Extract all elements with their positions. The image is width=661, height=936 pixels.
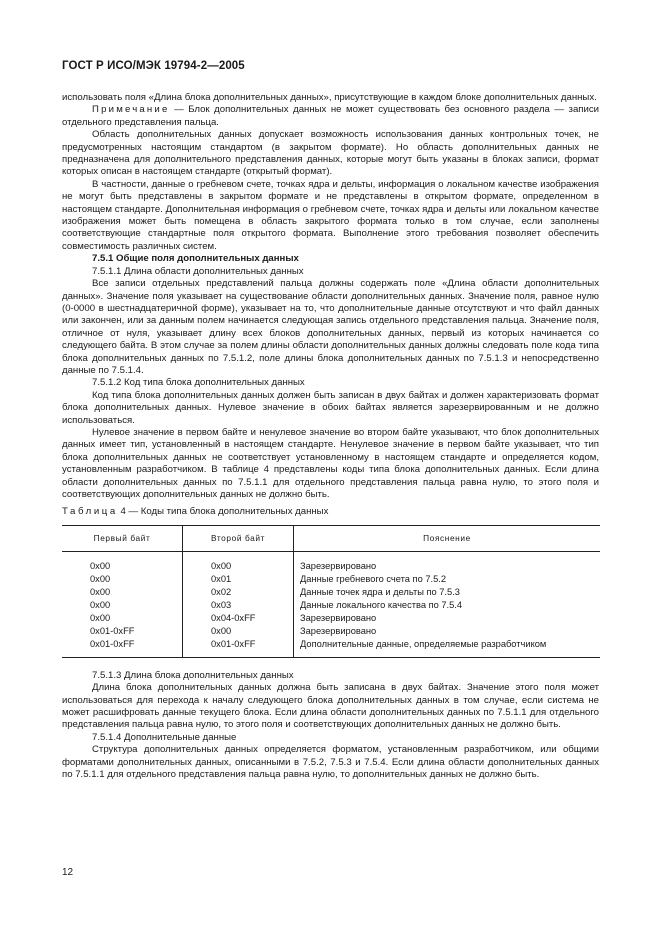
body-text [62, 92, 599, 781]
explanation-cell: Данные точек ядра и дельты по 7.5.3 [294, 586, 601, 599]
first-byte-cell: 0x00 [90, 586, 111, 597]
second-byte-cell: 0x04-0xFF [183, 612, 294, 625]
note-text: — Блок дополнительных данных не может существовать без основного раздела — записи отдельного представления пальца. [62, 104, 599, 128]
second-byte-cell: 0x03 [183, 599, 294, 612]
table-header-cell: Первый байт [62, 525, 183, 551]
paragraph: Структура дополнительных данных определяется форматом, установленным разработчиком, или общими форматами дополнительных данных, описанными в 7.5.2, 7.5.3 и 7.5.4. Если длина области дополнительных данных по 7.5.1.1 для отдельного представления пальца равна нулю, то дополнительных данных не должно быть. [62, 744, 599, 781]
subsection-heading-7-5-1-3: 7.5.1.3 Длина блока дополнительных данных [92, 669, 294, 681]
table-row [62, 599, 600, 612]
paragraph: Область дополнительных данных допускает возможность использования данных контрольных точек, не предусмотренных настоящим стандартом (в закрытом формате). Но область дополнительных данных не предназначена для дополнительного представления данных, которые могут быть указаны в блоках записи, формат которых описан в настоящем стандарте (открытый формат). [62, 129, 599, 178]
page-number: 12 [62, 867, 74, 878]
explanation-cell: Дополнительные данные, определяемые разработчиком [294, 638, 601, 658]
first-byte-cell: 0x00 [90, 599, 111, 610]
explanation-cell: Зарезервировано [294, 612, 601, 625]
explanation-cell: Зарезервировано [294, 551, 601, 573]
explanation-cell: Данные локального качества по 7.5.4 [294, 599, 601, 612]
first-byte-cell: 0x00 [90, 560, 111, 571]
subsection-heading-7-5-1-2: 7.5.1.2 Код типа блока дополнительных данных [92, 377, 305, 389]
first-byte-cell: 0x00 [90, 612, 111, 623]
table-header-cell: Второй байт [183, 525, 294, 551]
first-byte-cell: 0x01-0xFF [62, 638, 183, 658]
table-header-row [62, 525, 600, 551]
table-caption [62, 506, 599, 518]
paragraph: Все записи отдельных представлений пальца должны содержать поле «Длина области дополнительных данных». Значение поля указывает на существование области дополнительных данных. Значение поля, равное нулю (0-0000 в шестнадцатеричной форме), указывает на то, что дополнительные данные отсутствуют и что файл данных или закончен, или за данным полем начинается следующая запись отдельного представления пальца. Значение поля, отличное от нуля, указывает длину всех блоков дополнительных данных, первый из которых начинается со следующего байта. В этом случае за полем длины области дополнительных данных должны следовать поле кода типа блока дополнительных данных по 7.5.1.2, поле длины блока дополнительных данных по 7.5.1.3 и непосредственно данные по 7.5.1.4. [62, 278, 599, 376]
subsection-heading-7-5-1-1: 7.5.1.1 Длина области дополнительных данных [92, 265, 304, 277]
table-row [62, 551, 600, 573]
table-caption-label: Таблица [62, 506, 118, 518]
table-row [62, 612, 600, 625]
second-byte-cell: 0x00 [183, 551, 294, 573]
table-caption-text: 4 — Коды типа блока дополнительных данных [117, 506, 329, 518]
codes-table [62, 525, 600, 658]
paragraph: Длина блока дополнительных данных должна быть записана в двух байтах. Значение этого поля может использоваться для перехода к началу следующего блока дополнительных данных в том случае, если система не может расшифровать данные текущего блока. Если длина области дополнительных данных по 7.5.1.1 для отдельного представления пальца равна нулю, то этого поля и соответствующих дополнительных данных не должно быть. [62, 682, 599, 731]
second-byte-cell: 0x02 [183, 586, 294, 599]
first-byte-cell: 0x00 [90, 573, 111, 584]
paragraph: Код типа блока дополнительных данных должен быть записан в двух байтах и должен характеризовать формат блока дополнительных данных. Нулевое значение в обоих байтах является зарезервированным и не должно использоваться. [62, 389, 599, 426]
second-byte-cell: 0x01 [183, 573, 294, 586]
paragraph: использовать поля «Длина блока дополнительных данных», присутствующие в каждом блоке дополнительных данных. [62, 92, 597, 103]
table-row [62, 573, 600, 586]
table-header-cell: Пояснение [294, 525, 601, 551]
explanation-cell: Зарезервировано [294, 625, 601, 638]
section-heading-7-5-1: 7.5.1 Общие поля дополнительных данных [92, 253, 299, 265]
paragraph: В частности, данные о гребневом счете, точках ядра и дельты, информация о локальном качестве изображения не могут быть представлены в закрытом формате и не представлены в открытом формате, определенном в настоящем стандарте. Дополнительная информация о гребневом счете, точках ядра и дельты или локальном качестве изображения может быть помещена в область закрытого формата только в том случае, если заполнены соответствующие стандартные поля открытого формата. Выполнение этого требования позволяет обеспечить совместимость различных систем. [62, 178, 599, 252]
note-label: Примечание [92, 104, 170, 116]
second-byte-cell: 0x00 [183, 625, 294, 638]
table-row [62, 638, 600, 658]
table-row [62, 586, 600, 599]
note [62, 104, 599, 129]
table-row [62, 625, 600, 638]
paragraph: Нулевое значение в первом байте и ненулевое значение во втором байте указывают, что блок дополнительных данных имеет тип, установленный в настоящем стандарте. Ненулевое значение в первом байте указывает, что тип блока дополнительных данных не соответствует установленному в настоящем стандарте и определяется кодом, установленным разработчиком. В таблице 4 представлены коды типа блока дополнительных данных. Если длина области дополнительных данных по 7.5.1.1 для отдельного представления пальца равна нулю, то этого поля и соответствующих дополнительных данных не должно быть. [62, 426, 599, 500]
subsection-heading-7-5-1-4: 7.5.1.4 Дополнительные данные [92, 731, 237, 743]
first-byte-cell: 0x01-0xFF [90, 625, 135, 636]
page-header: ГОСТ Р ИСО/МЭК 19794-2—2005 [62, 60, 245, 72]
second-byte-cell: 0x01-0xFF [183, 638, 294, 658]
explanation-cell: Данные гребневого счета по 7.5.2 [294, 573, 601, 586]
